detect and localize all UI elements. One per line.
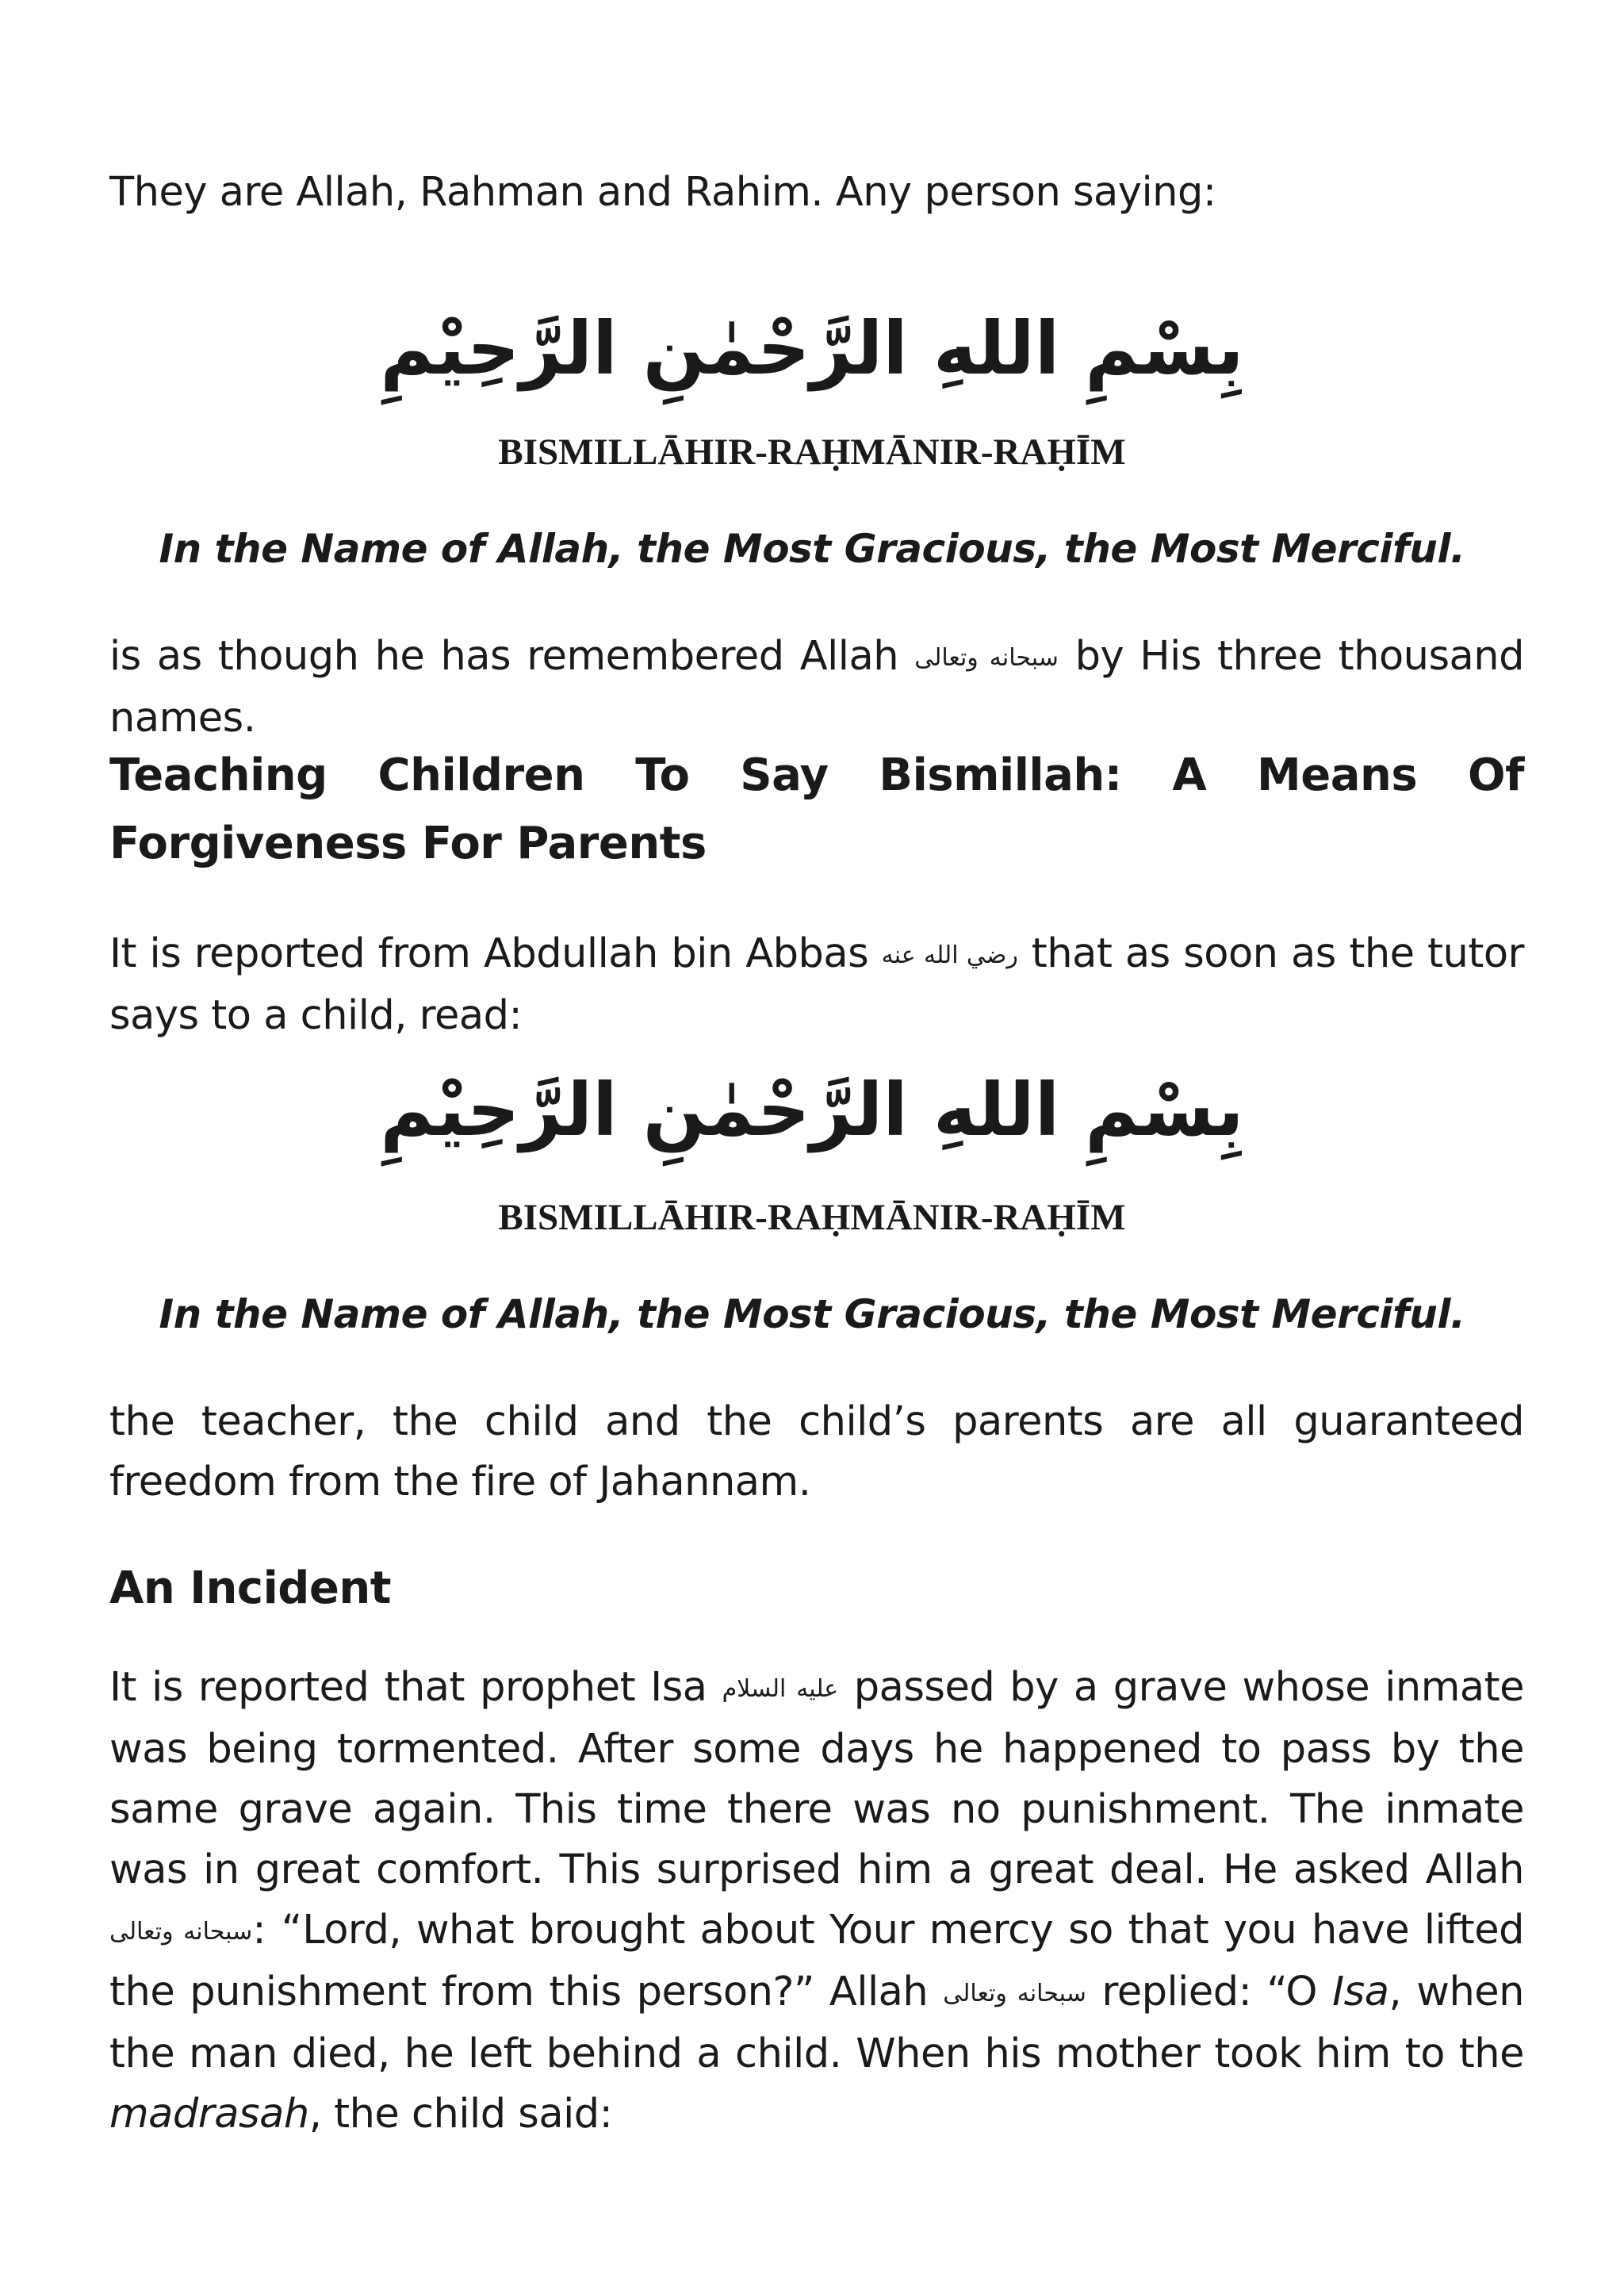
bismillah-transliteration: BISMILLĀHIR-RAḤMĀNIR-RAḤĪM bbox=[498, 431, 1126, 473]
bismillah-translation: In the Name of Allah, the Most Gracious, the Most Merciful. bbox=[159, 1291, 1465, 1337]
section-heading-teaching: Teaching Children To Say Bismillah: A Means Of Forgiveness For Parents bbox=[109, 750, 1524, 869]
honorific-glyph: رضي الله عنه bbox=[881, 941, 1018, 969]
bismillah-arabic: بِسْمِ اللهِ الرَّحْمٰنِ الرَّحِيْمِ bbox=[380, 306, 1244, 391]
bismillah-transliteration: BISMILLĀHIR-RAḤMĀNIR-RAḤĪM bbox=[498, 1197, 1126, 1238]
honorific-glyph: سبحانه وتعالى bbox=[943, 1980, 1086, 2007]
honorific-glyph: سبحانه وتعالى bbox=[109, 1918, 253, 1946]
bismillah-arabic: بِسْمِ اللهِ الرَّحْمٰنِ الرَّحِيْمِ bbox=[380, 1068, 1244, 1152]
honorific-glyph: سبحانه وتعالى bbox=[914, 644, 1059, 672]
report-paragraph: It is reported from Abdullah bin Abbas رضي الله عنه that as soon as the tutor says to a child, read: bbox=[109, 930, 1524, 1039]
bismillah-translation: In the Name of Allah, the Most Gracious, the Most Merciful. bbox=[159, 526, 1465, 572]
intro-paragraph: They are Allah, Rahman and Rahim. Any person saying: bbox=[109, 169, 1216, 216]
guarantee-paragraph: the teacher, the child and the child’s parents are all guaranteed freedom from the fire of Jahannam. bbox=[109, 1398, 1524, 1505]
italic-term: madrasah bbox=[109, 2091, 309, 2138]
italic-term: Isa bbox=[1332, 1969, 1389, 2015]
section-heading-incident: An Incident bbox=[109, 1562, 391, 1614]
incident-paragraph: It is reported that prophet Isa عليه السلام passed by a grave whose inmate was being tormented. After some days he happened to pass by the same grave again. This time there was no punishment. The inmate was in great comfort. This surprised him a great deal. He asked Allah سبحانه وتعالى: “Lord, what brought about Your mercy so that you have lifted the punishment from this person?” Allah سبحانه وتعالى replied: “O Isa, when the man died, he left behind a child. When his mother took him to the madrasah, the child said: bbox=[109, 1664, 1524, 2138]
honorific-glyph: عليه السلام bbox=[722, 1675, 839, 1703]
remembrance-paragraph: is as though he has remembered Allah سبحانه وتعالى by His three thousand names. bbox=[109, 633, 1525, 742]
